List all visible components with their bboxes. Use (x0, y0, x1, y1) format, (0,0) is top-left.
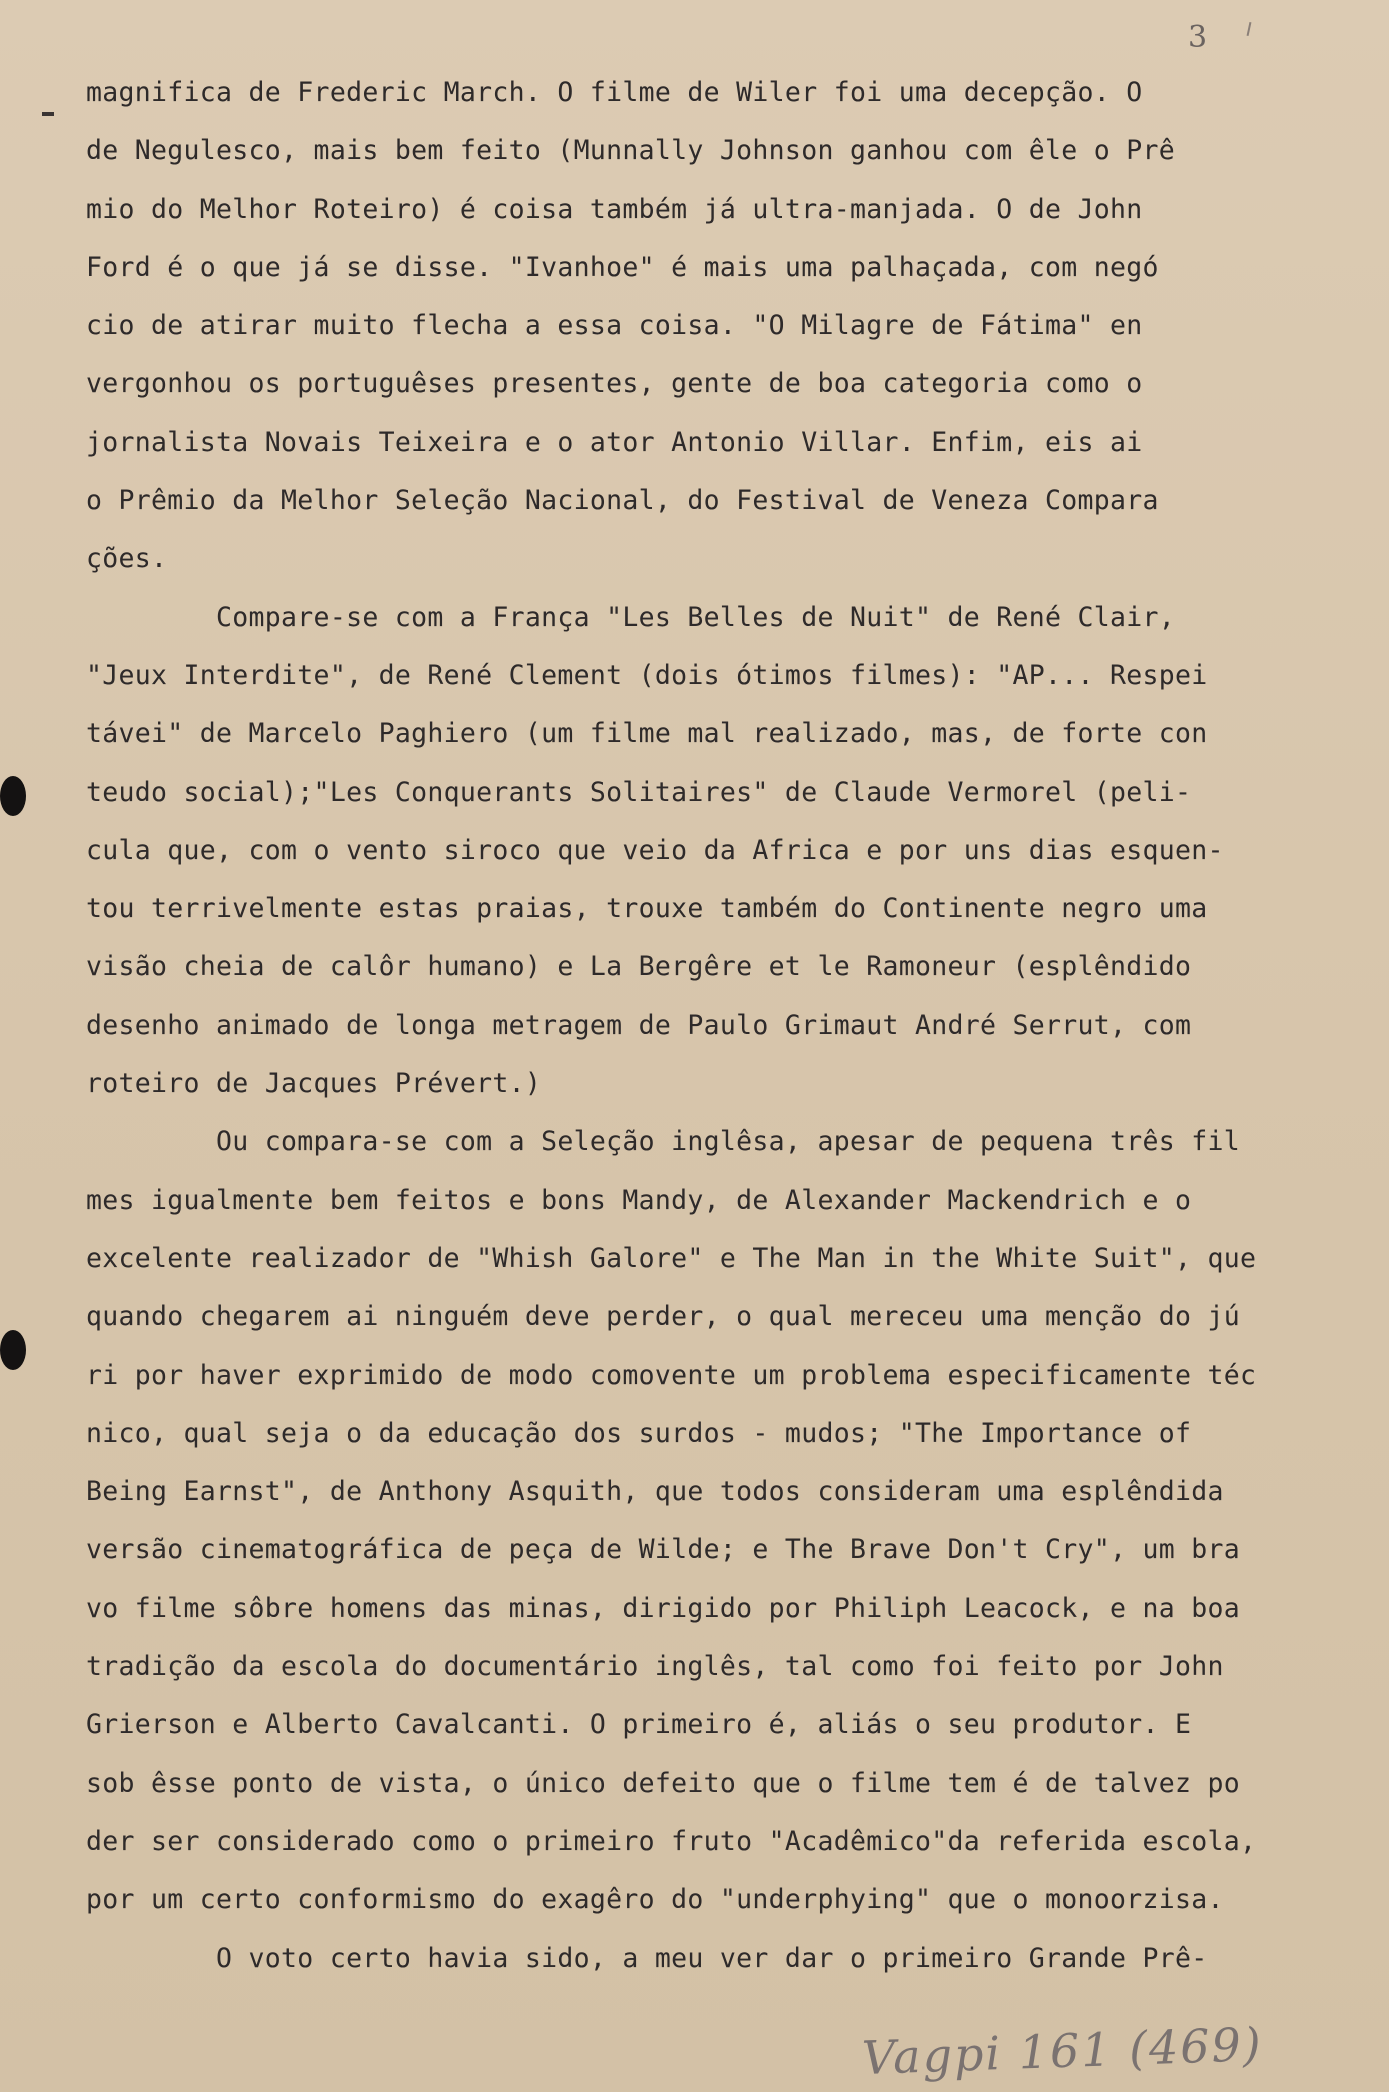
text-line: ri por haver exprimido de modo comovente um problema especificamente téc (86, 1359, 1257, 1391)
text-line: quando chegarem ai ninguém deve perder, o qual mereceu uma menção do jú (86, 1301, 1241, 1333)
text-line: ções. (86, 543, 168, 575)
text-line: sob êsse ponto de vista, o único defeito que o filme tem é de talvez po (86, 1767, 1241, 1799)
text-line: de Negulesco, mais bem feito (Munnally Johnson ganhou com êle o Prê (86, 135, 1176, 167)
text-line: tou terrivelmente estas praias, trouxe também do Continente negro uma (86, 893, 1208, 925)
page-number: 3 (1188, 20, 1208, 55)
text-line: o Prêmio da Melhor Seleção Nacional, do Festival de Veneza Compara (86, 485, 1159, 517)
text-line: Being Earnst", de Anthony Asquith, que todos consideram uma esplêndida (86, 1476, 1224, 1508)
text-line: por um certo conformismo do exagêro do "underphying" que o monoorzisa. (86, 1884, 1224, 1916)
text-line: mes igualmente bem feitos e bons Mandy, de Alexander Mackendrich e o (86, 1184, 1192, 1216)
text-line: Ford é o que já se disse. "Ivanhoe" é mais uma palhaçada, com negó (86, 251, 1159, 283)
text-line: der ser considerado como o primeiro fruto "Acadêmico"da referida escola, (86, 1825, 1257, 1857)
margin-dash-mark (42, 112, 54, 116)
text-line: magnifica de Frederic March. O filme de Wiler foi uma decepção. O (86, 77, 1143, 108)
text-line: vergonhou os portuguêses presentes, gente de boa categoria como o (86, 368, 1143, 400)
text-line: cio de atirar muito flecha a essa coisa. "O Milagre de Fátima" en (86, 310, 1143, 342)
punch-hole-bottom (0, 1330, 26, 1370)
text-line: mio do Melhor Roteiro) é coisa também já ultra-manjada. O de John (86, 193, 1143, 225)
text-line: tradição da escola do documentário inglês, tal como foi feito por John (86, 1651, 1224, 1683)
text-line: Grierson e Alberto Cavalcanti. O primeiro é, aliás o seu produtor. E (86, 1709, 1192, 1741)
handwritten-archive-reference: Vagpi 161 (469) (861, 2017, 1264, 2085)
text-line: visão cheia de calôr humano) e La Bergêre et le Ramoneur (esplêndido (86, 951, 1192, 983)
text-line: távei" de Marcelo Paghiero (um filme mal realizado, mas, de forte con (86, 718, 1208, 750)
text-line: teudo social);"Les Conquerants Solitaires" de Claude Vermorel (peli- (86, 776, 1192, 808)
punch-hole-top (0, 776, 26, 816)
typewritten-text (86, 64, 1376, 1988)
text-line: O voto certo havia sido, a meu ver dar o primeiro Grande Prê- (86, 1942, 1208, 1974)
text-line: jornalista Novais Teixeira e o ator Antonio Villar. Enfim, eis ai (86, 426, 1143, 458)
pencil-tick-mark (1247, 22, 1252, 36)
text-line: "Jeux Interdite", de René Clement (dois ótimos filmes): "AP... Respei (86, 659, 1208, 691)
text-line: desenho animado de longa metragem de Paulo Grimaut André Serrut, com (86, 1009, 1192, 1041)
text-line: Compare-se com a França "Les Belles de Nuit" de René Clair, (86, 601, 1176, 633)
text-line: nico, qual seja o da educação dos surdos - mudos; "The Importance of (86, 1417, 1192, 1449)
text-line: excelente realizador de "Whish Galore" e The Man in the White Suit", que (86, 1242, 1257, 1274)
text-line: Ou compara-se com a Seleção inglêsa, apesar de pequena três fil (86, 1126, 1241, 1158)
text-line: cula que, com o vento siroco que veio da Africa e por uns dias esquen- (86, 834, 1224, 866)
text-line: roteiro de Jacques Prévert.) (86, 1068, 542, 1100)
text-line: versão cinematográfica de peça de Wilde; e The Brave Don't Cry", um bra (86, 1534, 1241, 1566)
text-line: vo filme sôbre homens das minas, dirigido por Philiph Leacock, e na boa (86, 1592, 1241, 1624)
